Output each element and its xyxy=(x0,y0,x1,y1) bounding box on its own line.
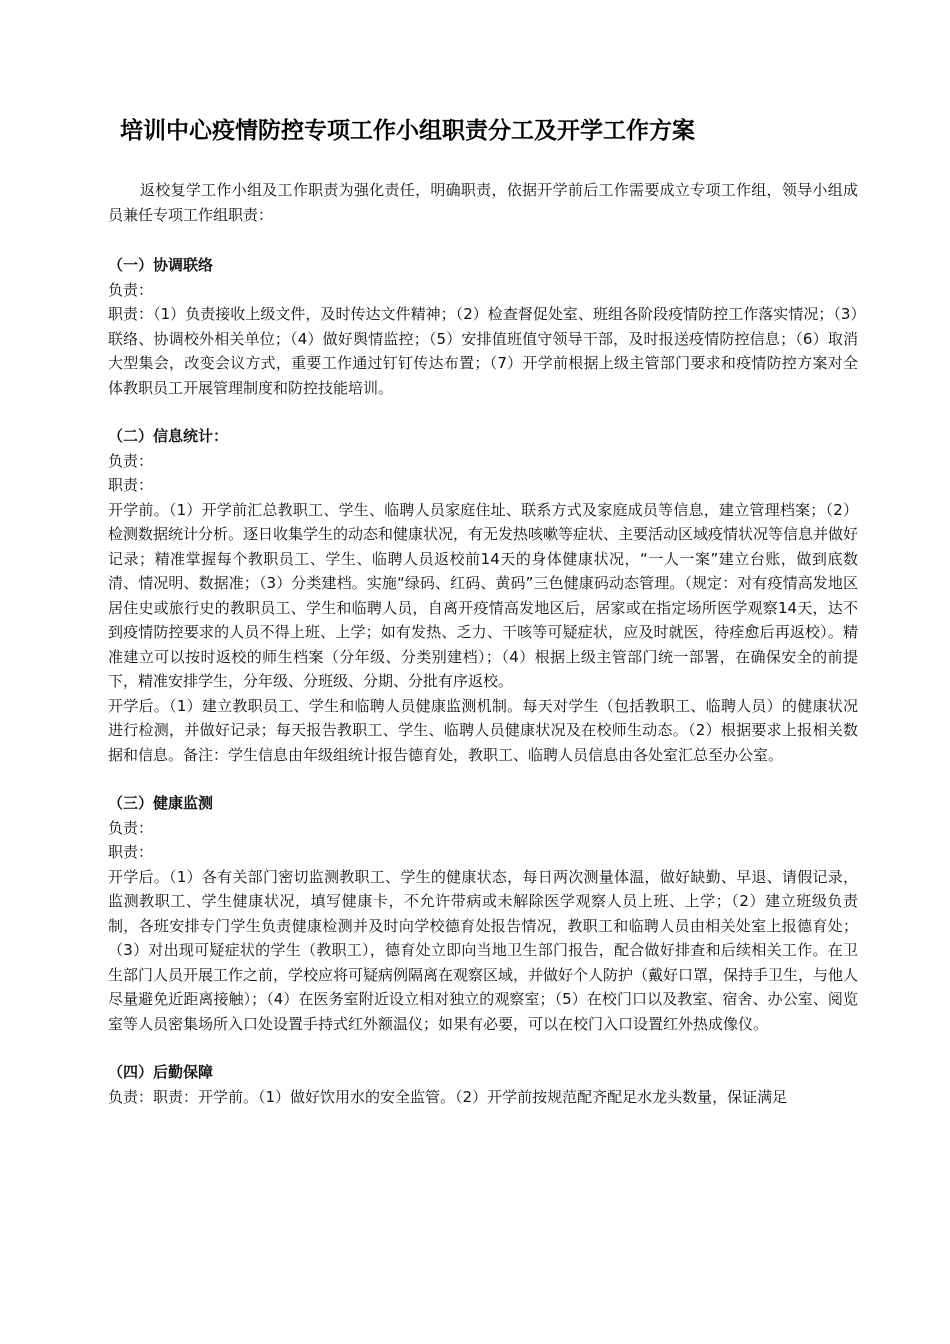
duties-line: 职责： xyxy=(108,476,154,494)
intro-paragraph: 返校复学工作小组及工作职责为强化责任，明确职责，依据开学前后工作需要成立专项工作组，领导小组成员兼任专项工作组职责： xyxy=(108,181,858,224)
duties-paragraph: 职责：（1）负责接收上级文件，及时传达文件精神；（2）检查督促处室、班组各阶段疫情防控工作落实情况；（3）联络、协调校外相关单位；（4）做好舆情监控；（5）安排值班值守领导干部，及时报送疫情防控信息；（6）取消大型集会，改变会议方式，重要工作通过钉钉传达布置；（7）开学前根据上级主管部门要求和疫情防控方案对全体教职员工开展管理制度和防控技能培训。 xyxy=(108,305,858,397)
section-statistics xyxy=(108,424,858,767)
after-school-paragraph: 开学后。（1）各有关部门密切监测教职工、学生的健康状态，每日两次测量体温，做好缺勤、早退、请假记录，监测教职工、学生健康状况，填写健康卡，不允许带病或未解除医学观察人员上班、上学；（2）建立班级负责制，各班安排专门学生负责健康检测并及时向学校德育处报告情况，教职工和临聘人员由相关处室上报德育处；（3）对出现可疑症状的学生（教职工），德育处立即向当地卫生部门报告，配合做好排查和后续相关工作。在卫生部门人员开展工作之前，学校应将可疑病例隔离在观察区域，并做好个人防护（戴好口罩，保持手卫生，与他人尽量避免近距离接触）；（4）在医务室附近设立相对独立的观察室；（5）在校门口以及教室、宿舍、办公室、阅览室等人员密集场所入口处设置手持式红外额温仪；如果有必要，可以在校门入口设置红外热成像仪。 xyxy=(108,867,859,1033)
duties-line: 职责： xyxy=(108,843,154,861)
section-logistics xyxy=(108,1060,858,1109)
section-heading: （一）协调联络 xyxy=(108,256,214,274)
section-heading: （三）健康监测 xyxy=(108,794,214,812)
section-heading: （二）信息统计： xyxy=(108,427,229,445)
document-body xyxy=(108,178,858,1133)
responsible-line: 负责： xyxy=(108,451,154,470)
document-title: 培训中心疫情防控专项工作小组职责分工及开学工作方案 xyxy=(120,118,695,144)
after-school-paragraph: 开学后。（1）建立教职员工、学生和临聘人员健康监测机制。每天对学生（包括教职工、临聘人员）的健康状况进行检测，并做好记录；每天报告教职工、学生、临聘人员健康状况及在校师生动态。（2）根据要求上报相关数据和信息。备注：学生信息由年级组统计报告德育处，教职工、临聘人员信息由各处室汇总至办公室。 xyxy=(108,696,858,764)
logistics-paragraph: 负责：职责：开学前。（1）做好饮用水的安全监管。（2）开学前按规范配齐配足水龙头数量，保证满足 xyxy=(108,1087,788,1106)
section-coordination xyxy=(108,253,858,400)
responsible-line: 负责： xyxy=(108,818,154,837)
before-school-paragraph: 开学前。（1）开学前汇总教职工、学生、临聘人员家庭住址、联系方式及家庭成员等信息，建立管理档案；（2）检测数据统计分析。逐日收集学生的动态和健康状况，有无发热咳嗽等症状、主要活动区域疫情状况等信息并做好记录；精准掌握每个教职员工、学生、临聘人员返校前14天的身体健康状况，“一人一案”建立台账，做到底数清、情况明、数据准；（3）分类建档。实施“绿码、红码、黄码”三色健康码动态管理。（规定：对有疫情高发地区居住史或旅行史的教职员工、学生和临聘人员，自离开疫情高发地区后，居家或在指定场所医学观察14天，达不到疫情防控要求的人员不得上班、上学；如有发热、乏力、干咳等可疑症状，应及时就医，待痊愈后再返校）。精准建立可以按时返校的师生档案（分年级、分类别建档）；（4）根据上级主管部门统一部署，在确保安全的前提下，精准安排学生，分年级、分班级、分期、分批有序返校。 xyxy=(108,500,859,690)
responsible-line: 负责： xyxy=(108,280,154,299)
section-heading: （四）后勤保障 xyxy=(108,1063,214,1081)
section-health-monitoring xyxy=(108,791,858,1036)
